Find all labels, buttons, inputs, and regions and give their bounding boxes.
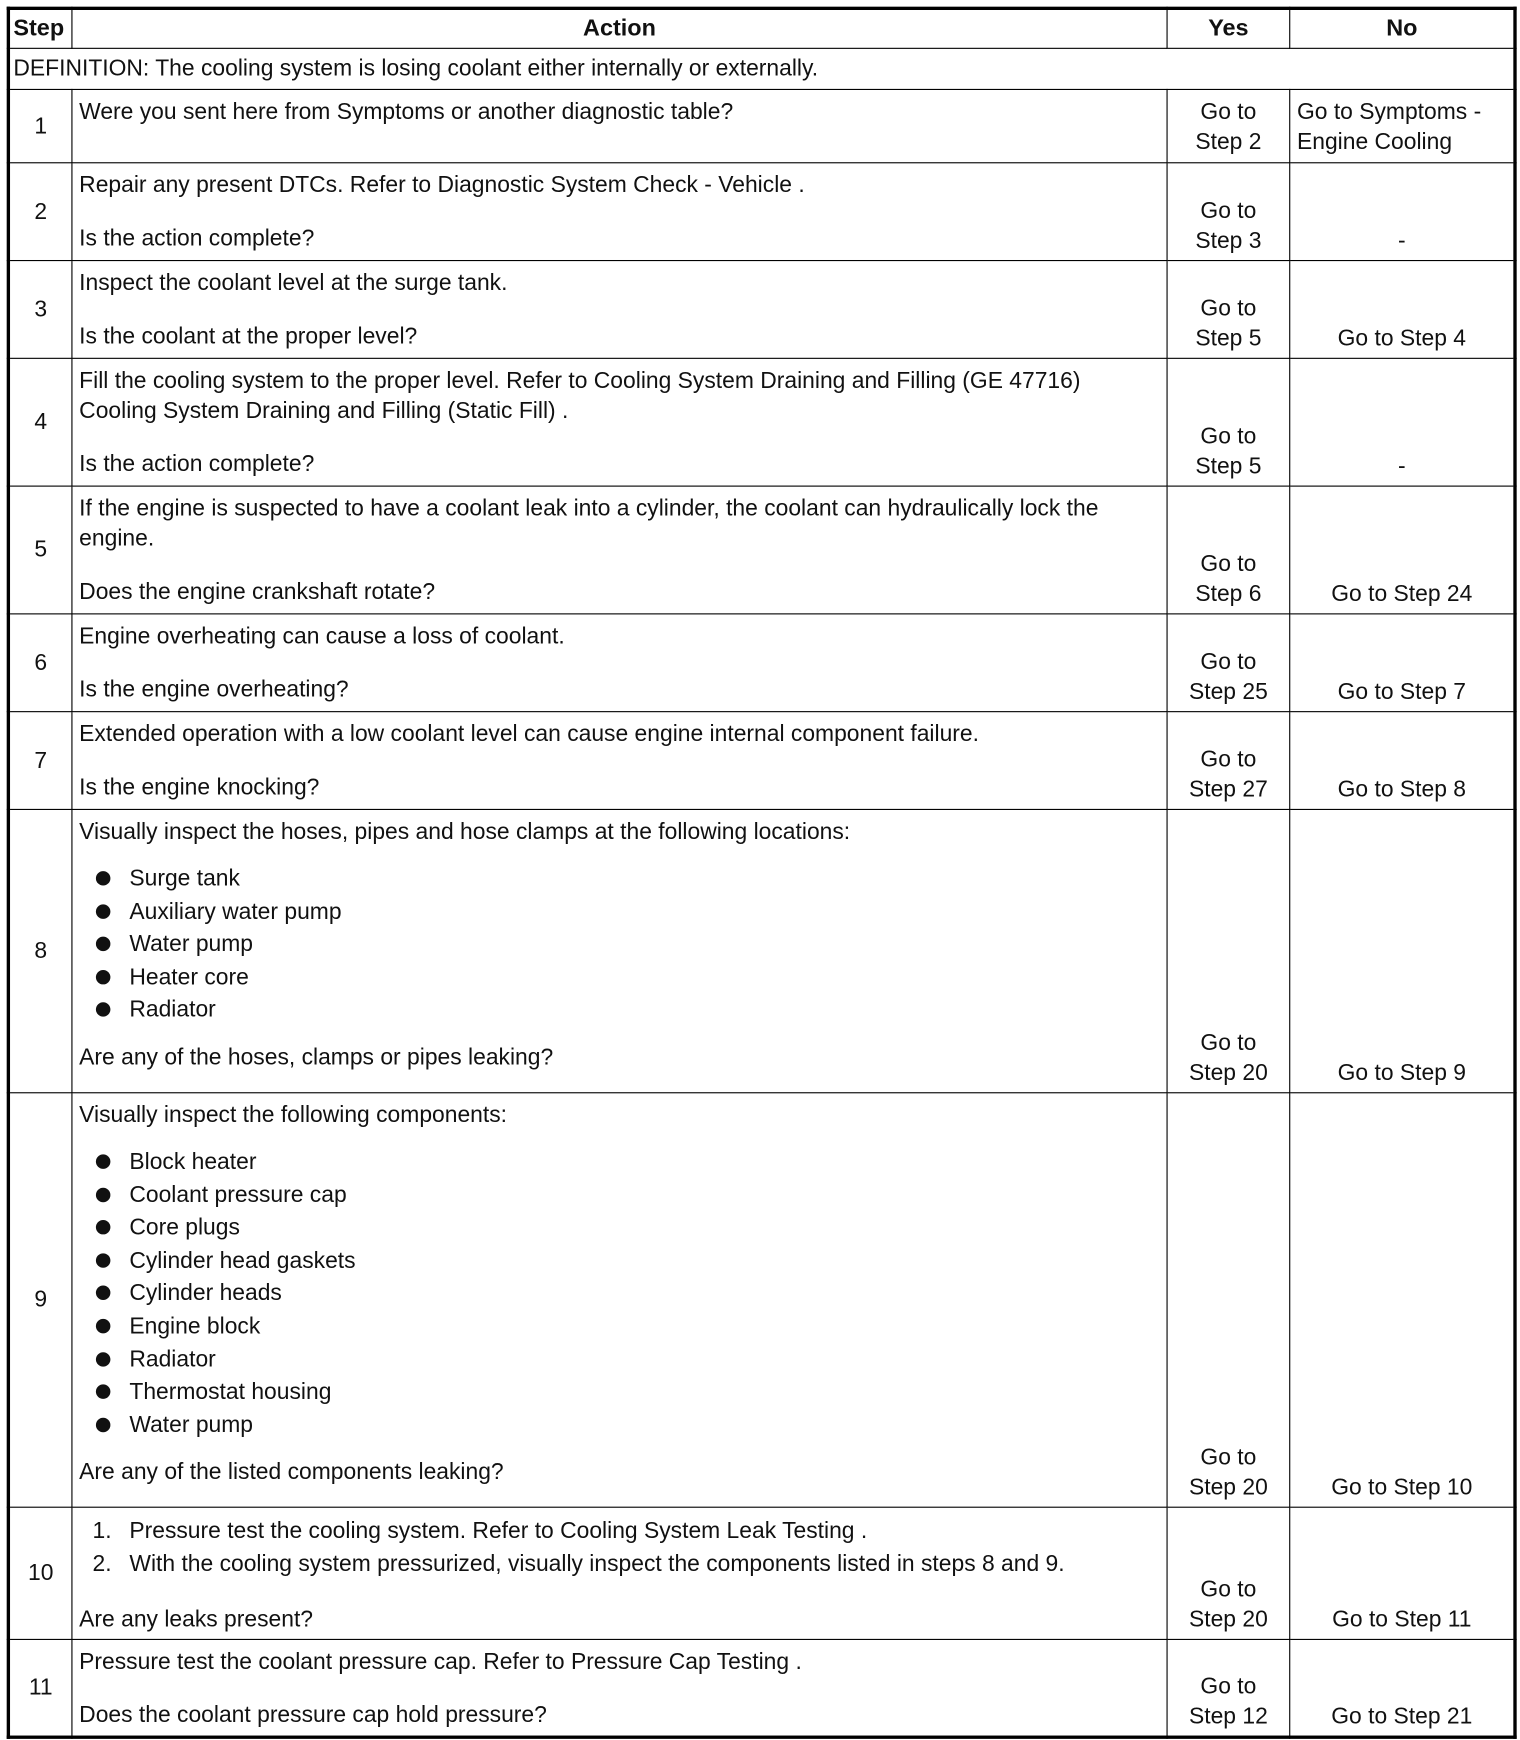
list-item bbox=[79, 1211, 1160, 1244]
bullet-icon bbox=[96, 904, 110, 918]
no-cell: Go to Step 7 bbox=[1290, 614, 1515, 712]
question-text: Does the engine crankshaft rotate? bbox=[79, 578, 436, 605]
list-item bbox=[79, 1178, 1160, 1211]
action-text: Visually inspect the following components: bbox=[79, 1102, 508, 1128]
yes-line-1: Go to bbox=[1200, 1673, 1257, 1699]
list-item-text: Cylinder head gaskets bbox=[129, 1247, 356, 1274]
step-number: 2 bbox=[8, 163, 72, 261]
yes-line-1: Go to bbox=[1200, 98, 1257, 125]
yes-line-2: Step 6 bbox=[1195, 581, 1262, 607]
list-item-text: Water pump bbox=[129, 1411, 254, 1438]
no-cell bbox=[1290, 89, 1515, 162]
list-item-text: With the cooling system pressurized, visually inspect the components listed in steps 8 and 9. bbox=[129, 1551, 1065, 1577]
action-cell bbox=[72, 1639, 1167, 1737]
step-number: 6 bbox=[8, 614, 72, 712]
list-item-text: Block heater bbox=[129, 1148, 257, 1175]
question-text: Is the coolant at the proper level? bbox=[79, 323, 418, 349]
item-number: 2. bbox=[92, 1551, 112, 1577]
yes-line-2: Step 27 bbox=[1188, 776, 1268, 803]
yes-line-2: Step 12 bbox=[1188, 1703, 1268, 1729]
list-item bbox=[79, 1376, 1160, 1409]
yes-line-1: Go to bbox=[1200, 197, 1257, 224]
table-row bbox=[8, 712, 1515, 810]
action-cell bbox=[72, 712, 1167, 810]
table-row bbox=[8, 163, 1515, 261]
list-item bbox=[79, 961, 1160, 994]
action-text: Inspect the coolant level at the surge tank. bbox=[79, 269, 508, 296]
question-text: Is the action complete? bbox=[79, 225, 315, 252]
no-cell: Go to Step 10 bbox=[1290, 1093, 1515, 1507]
yes-line-2: Step 25 bbox=[1188, 678, 1268, 705]
no-cell: - bbox=[1290, 163, 1515, 261]
yes-line-2: Step 20 bbox=[1188, 1059, 1268, 1086]
table-row bbox=[8, 358, 1515, 486]
table-row bbox=[8, 486, 1515, 614]
step-number: 8 bbox=[8, 809, 72, 1092]
question-text: Does the coolant pressure cap hold pressure? bbox=[79, 1702, 547, 1728]
list-item bbox=[79, 1548, 1160, 1581]
action-cell bbox=[72, 809, 1167, 1092]
no-cell: Go to Step 4 bbox=[1290, 261, 1515, 359]
table-row bbox=[8, 1093, 1515, 1507]
action-cell bbox=[72, 261, 1167, 359]
header-row bbox=[8, 8, 1515, 48]
yes-line-1: Go to bbox=[1200, 746, 1257, 773]
list-item-text: Thermostat housing bbox=[129, 1379, 332, 1405]
action-cell bbox=[72, 89, 1167, 162]
yes-cell bbox=[1167, 1507, 1290, 1639]
step-number: 11 bbox=[8, 1639, 72, 1737]
yes-cell bbox=[1167, 1093, 1290, 1507]
yes-line-1: Go to bbox=[1200, 648, 1257, 675]
list-item-text: Core plugs bbox=[129, 1214, 240, 1241]
bullet-icon bbox=[96, 1003, 110, 1017]
list-item-text: Auxiliary water pump bbox=[129, 898, 342, 924]
action-cell bbox=[72, 1507, 1167, 1639]
list-item bbox=[79, 1310, 1160, 1343]
bullet-icon bbox=[96, 970, 110, 984]
list-item-text: Surge tank bbox=[129, 865, 240, 892]
step-number: 5 bbox=[8, 486, 72, 614]
bullet-icon bbox=[96, 1187, 110, 1201]
no-line-1: Go to Symptoms - bbox=[1296, 98, 1482, 125]
step-number: 1 bbox=[8, 89, 72, 162]
question-text: Are any of the listed components leaking? bbox=[79, 1459, 504, 1485]
table-row bbox=[8, 809, 1515, 1092]
list-item-text: Heater core bbox=[129, 964, 249, 990]
action-text: Engine overheating can cause a loss of coolant. bbox=[79, 623, 565, 649]
item-number: 1. bbox=[92, 1517, 112, 1544]
yes-line-2: Step 2 bbox=[1195, 128, 1262, 155]
table-row bbox=[8, 614, 1515, 712]
yes-line-1: Go to bbox=[1200, 1029, 1257, 1056]
bullet-icon bbox=[96, 1253, 110, 1267]
action-text: Repair any present DTCs. Refer to Diagnostic System Check - Vehicle . bbox=[79, 172, 805, 198]
diagnostic-table bbox=[7, 7, 1517, 1739]
no-cell: Go to Step 9 bbox=[1290, 809, 1515, 1092]
component-list bbox=[79, 1146, 1160, 1442]
header-no: No bbox=[1290, 8, 1515, 48]
action-text: Pressure test the coolant pressure cap. Refer to Pressure Cap Testing . bbox=[79, 1648, 802, 1675]
yes-cell bbox=[1167, 712, 1290, 810]
question-text: Are any leaks present? bbox=[79, 1606, 314, 1633]
header-yes: Yes bbox=[1167, 8, 1290, 48]
bullet-icon bbox=[96, 1385, 110, 1399]
yes-line-2: Step 3 bbox=[1195, 227, 1262, 254]
list-item bbox=[79, 994, 1160, 1027]
question-text: Are any of the hoses, clamps or pipes leaking? bbox=[79, 1044, 554, 1070]
yes-cell bbox=[1167, 614, 1290, 712]
no-cell: Go to Step 8 bbox=[1290, 712, 1515, 810]
action-cell bbox=[72, 163, 1167, 261]
list-item-text: Pressure test the cooling system. Refer to Cooling System Leak Testing . bbox=[129, 1517, 868, 1544]
yes-cell bbox=[1167, 261, 1290, 359]
table-row bbox=[8, 1507, 1515, 1639]
table-row bbox=[8, 89, 1515, 162]
list-item-text: Radiator bbox=[129, 1346, 216, 1372]
yes-cell bbox=[1167, 486, 1290, 614]
no-line-2: Engine Cooling bbox=[1296, 128, 1453, 155]
header-step: Step bbox=[8, 8, 72, 48]
header-action: Action bbox=[72, 8, 1167, 48]
yes-line-1: Go to bbox=[1200, 1444, 1257, 1470]
step-number: 7 bbox=[8, 712, 72, 810]
definition-text: DEFINITION: The cooling system is losing coolant either internally or externally. bbox=[8, 48, 1515, 89]
no-cell: Go to Step 11 bbox=[1290, 1507, 1515, 1639]
action-cell bbox=[72, 614, 1167, 712]
table-row bbox=[8, 261, 1515, 359]
no-cell: Go to Step 21 bbox=[1290, 1639, 1515, 1737]
yes-cell bbox=[1167, 809, 1290, 1092]
step-number: 4 bbox=[8, 358, 72, 486]
no-cell: - bbox=[1290, 358, 1515, 486]
question-text: Is the engine knocking? bbox=[79, 774, 320, 800]
step-number: 10 bbox=[8, 1507, 72, 1639]
location-list bbox=[79, 862, 1160, 1026]
list-item bbox=[79, 895, 1160, 928]
yes-cell bbox=[1167, 163, 1290, 261]
yes-cell bbox=[1167, 358, 1290, 486]
bullet-icon bbox=[96, 1319, 110, 1333]
list-item bbox=[79, 1244, 1160, 1277]
step-number: 9 bbox=[8, 1093, 72, 1507]
bullet-icon bbox=[96, 937, 110, 951]
action-cell bbox=[72, 1093, 1167, 1507]
list-item bbox=[79, 1343, 1160, 1376]
yes-line-1: Go to bbox=[1200, 551, 1257, 577]
action-cell bbox=[72, 358, 1167, 486]
yes-cell bbox=[1167, 1639, 1290, 1737]
list-item-text: Engine block bbox=[129, 1313, 261, 1339]
bullet-icon bbox=[96, 1154, 110, 1168]
yes-cell bbox=[1167, 89, 1290, 162]
question-text: Is the action complete? bbox=[79, 451, 315, 477]
list-item bbox=[79, 1409, 1160, 1442]
list-item-text: Water pump bbox=[129, 931, 254, 957]
definition-row bbox=[8, 48, 1515, 89]
bullet-icon bbox=[96, 1417, 110, 1431]
action-text: If the engine is suspected to have a coolant leak into a cylinder, the coolant can hydraulically lock the engine. bbox=[79, 495, 1099, 552]
list-item bbox=[79, 1146, 1160, 1179]
list-item-text: Coolant pressure cap bbox=[129, 1181, 347, 1208]
yes-line-2: Step 20 bbox=[1188, 1474, 1268, 1500]
procedure-list bbox=[79, 1514, 1160, 1581]
yes-line-1: Go to bbox=[1200, 423, 1257, 449]
bullet-icon bbox=[96, 871, 110, 885]
table-row bbox=[8, 1639, 1515, 1737]
yes-line-2: Step 5 bbox=[1195, 453, 1262, 479]
bullet-icon bbox=[96, 1286, 110, 1300]
question-text: Is the engine overheating? bbox=[79, 676, 349, 703]
list-item bbox=[79, 928, 1160, 961]
action-text: Extended operation with a low coolant level can cause engine internal component failure. bbox=[79, 721, 979, 747]
yes-line-2: Step 20 bbox=[1188, 1606, 1268, 1633]
action-text: Fill the cooling system to the proper level. Refer to Cooling System Draining and Filling (GE 47716) Cooling System Draining and Filling (Static Fill) . bbox=[79, 367, 1081, 424]
bullet-icon bbox=[96, 1352, 110, 1366]
yes-line-2: Step 5 bbox=[1195, 325, 1262, 352]
list-item bbox=[79, 1277, 1160, 1310]
action-text: Visually inspect the hoses, pipes and hose clamps at the following locations: bbox=[79, 818, 851, 845]
bullet-icon bbox=[96, 1220, 110, 1234]
list-item bbox=[79, 1514, 1160, 1547]
no-cell: Go to Step 24 bbox=[1290, 486, 1515, 614]
yes-line-1: Go to bbox=[1200, 295, 1257, 322]
list-item bbox=[79, 862, 1160, 895]
step-number: 3 bbox=[8, 261, 72, 359]
yes-line-1: Go to bbox=[1200, 1576, 1257, 1603]
list-item-text: Radiator bbox=[129, 997, 216, 1023]
action-text: Were you sent here from Symptoms or another diagnostic table? bbox=[79, 98, 734, 125]
list-item-text: Cylinder heads bbox=[129, 1280, 282, 1306]
action-cell bbox=[72, 486, 1167, 614]
